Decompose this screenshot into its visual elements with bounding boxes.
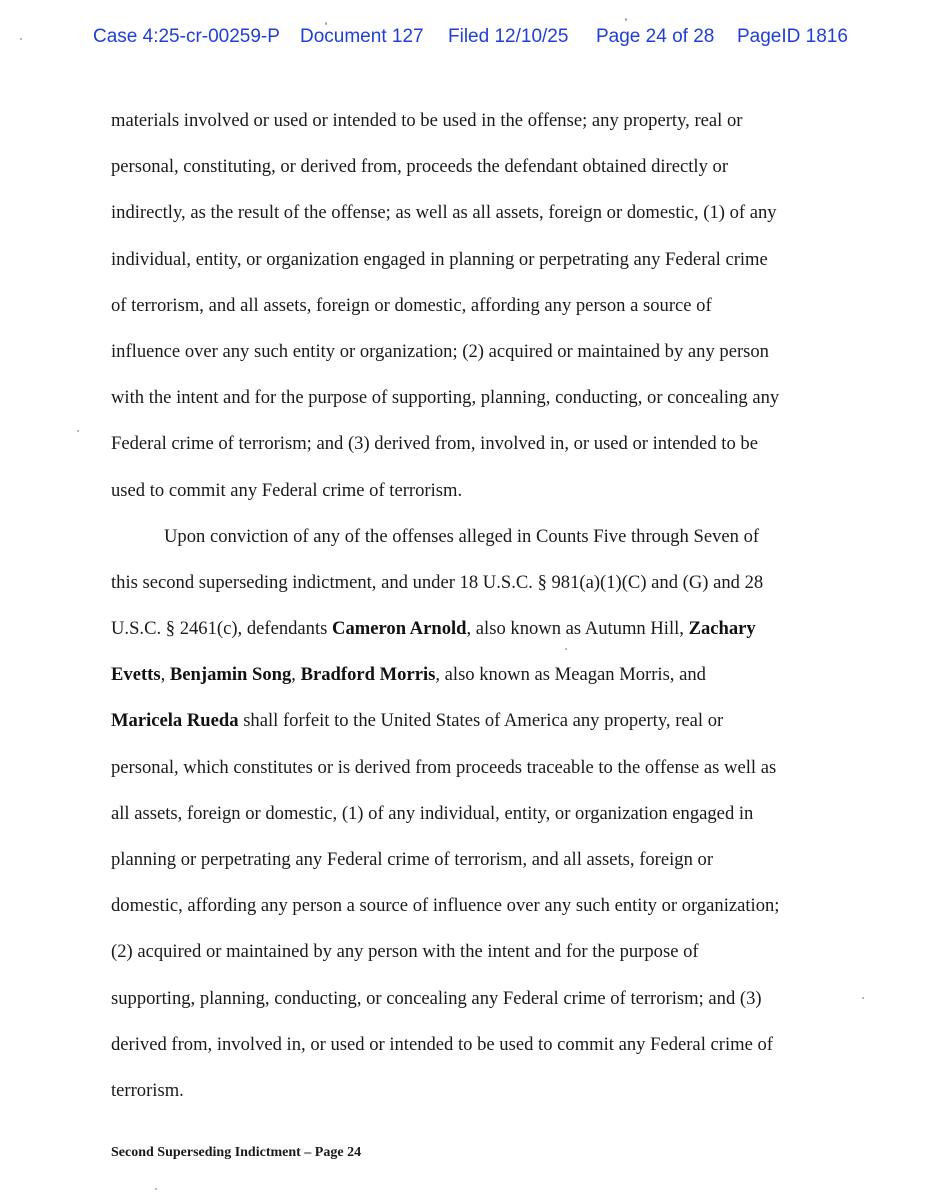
scan-speck	[565, 648, 567, 650]
paragraph-forfeiture-continued	[111, 98, 846, 514]
case-number: Case 4:25-cr-00259-P	[93, 26, 280, 47]
text-line: with the intent and for the purpose of supporting, planning, conducting, or concealing any	[111, 387, 780, 409]
text-line: derived from, involved in, or used or intended to be used to commit any Federal crime of	[111, 1033, 773, 1055]
scan-speck	[155, 1188, 157, 1190]
court-filing-header	[0, 26, 932, 54]
text-line: used to commit any Federal crime of terrorism.	[111, 479, 463, 501]
text-run: , also known as Meagan Morris, and	[435, 664, 706, 686]
paragraph-counts-five-through-seven	[111, 514, 846, 1114]
text-line: indirectly, as the result of the offense; as well as all assets, foreign or domestic, (1) of any	[111, 202, 777, 224]
scan-speck	[325, 22, 327, 25]
text-line: personal, which constitutes or is derived from proceeds traceable to the offense as well as	[111, 756, 777, 778]
text-line: supporting, planning, conducting, or concealing any Federal crime of terrorism; and (3)	[111, 987, 762, 1009]
text-line	[111, 652, 846, 698]
text-line: terrorism.	[111, 1079, 184, 1101]
text-line: individual, entity, or organization engaged in planning or perpetrating any Federal crime	[111, 248, 768, 270]
text-line: personal, constituting, or derived from, proceeds the defendant obtained directly or	[111, 156, 729, 178]
scan-speck	[625, 18, 627, 21]
text-run: ,	[291, 664, 301, 686]
scan-speck	[20, 38, 22, 40]
text-line: influence over any such entity or organization; (2) acquired or maintained by any person	[111, 340, 769, 362]
defendant-name: Evetts	[111, 664, 161, 686]
scan-speck	[77, 430, 79, 432]
page-count: Page 24 of 28	[596, 26, 715, 47]
text-line: of terrorism, and all assets, foreign or domestic, affording any person a source of	[111, 294, 712, 316]
text-run: shall forfeit to the United States of America any property, real or	[238, 710, 724, 732]
text-line: planning or perpetrating any Federal crime of terrorism, and all assets, foreign or	[111, 849, 714, 870]
text-line: Federal crime of terrorism; and (3) derived from, involved in, or used or intended to be	[111, 433, 758, 455]
text-line: this second superseding indictment, and under 18 U.S.C. § 981(a)(1)(C) and (G) and 28	[111, 571, 764, 593]
text-line: Upon conviction of any of the offenses alleged in Counts Five through Seven of	[164, 525, 760, 547]
text-line: all assets, foreign or domestic, (1) of any individual, entity, or organization engaged in	[111, 802, 754, 824]
text-run: U.S.C. § 2461(c), defendants	[111, 618, 333, 640]
text-run: , also known as Autumn Hill,	[466, 618, 689, 640]
scan-speck	[862, 997, 864, 999]
defendant-name: Zachary	[688, 618, 756, 640]
text-line: (2) acquired or maintained by any person with the intent and for the purpose of	[111, 941, 699, 963]
defendant-name: Maricela Rueda	[111, 710, 239, 732]
document-body	[111, 98, 846, 1114]
defendant-name: Bradford Morris	[300, 664, 436, 686]
defendant-name: Cameron Arnold	[332, 618, 467, 640]
document-number: Document 127	[300, 26, 424, 47]
page-id: PageID 1816	[737, 26, 848, 47]
filed-date: Filed 12/10/25	[448, 26, 569, 47]
defendant-name: Benjamin Song	[169, 664, 292, 686]
text-run: ,	[160, 664, 170, 686]
page-footer: Second Superseding Indictment – Page 24	[111, 1145, 362, 1160]
text-line	[111, 698, 846, 744]
text-line: domestic, affording any person a source of influence over any such entity or organization;	[111, 895, 780, 917]
text-line	[111, 606, 846, 652]
text-line: materials involved or used or intended to be used in the offense; any property, real or	[111, 110, 743, 131]
